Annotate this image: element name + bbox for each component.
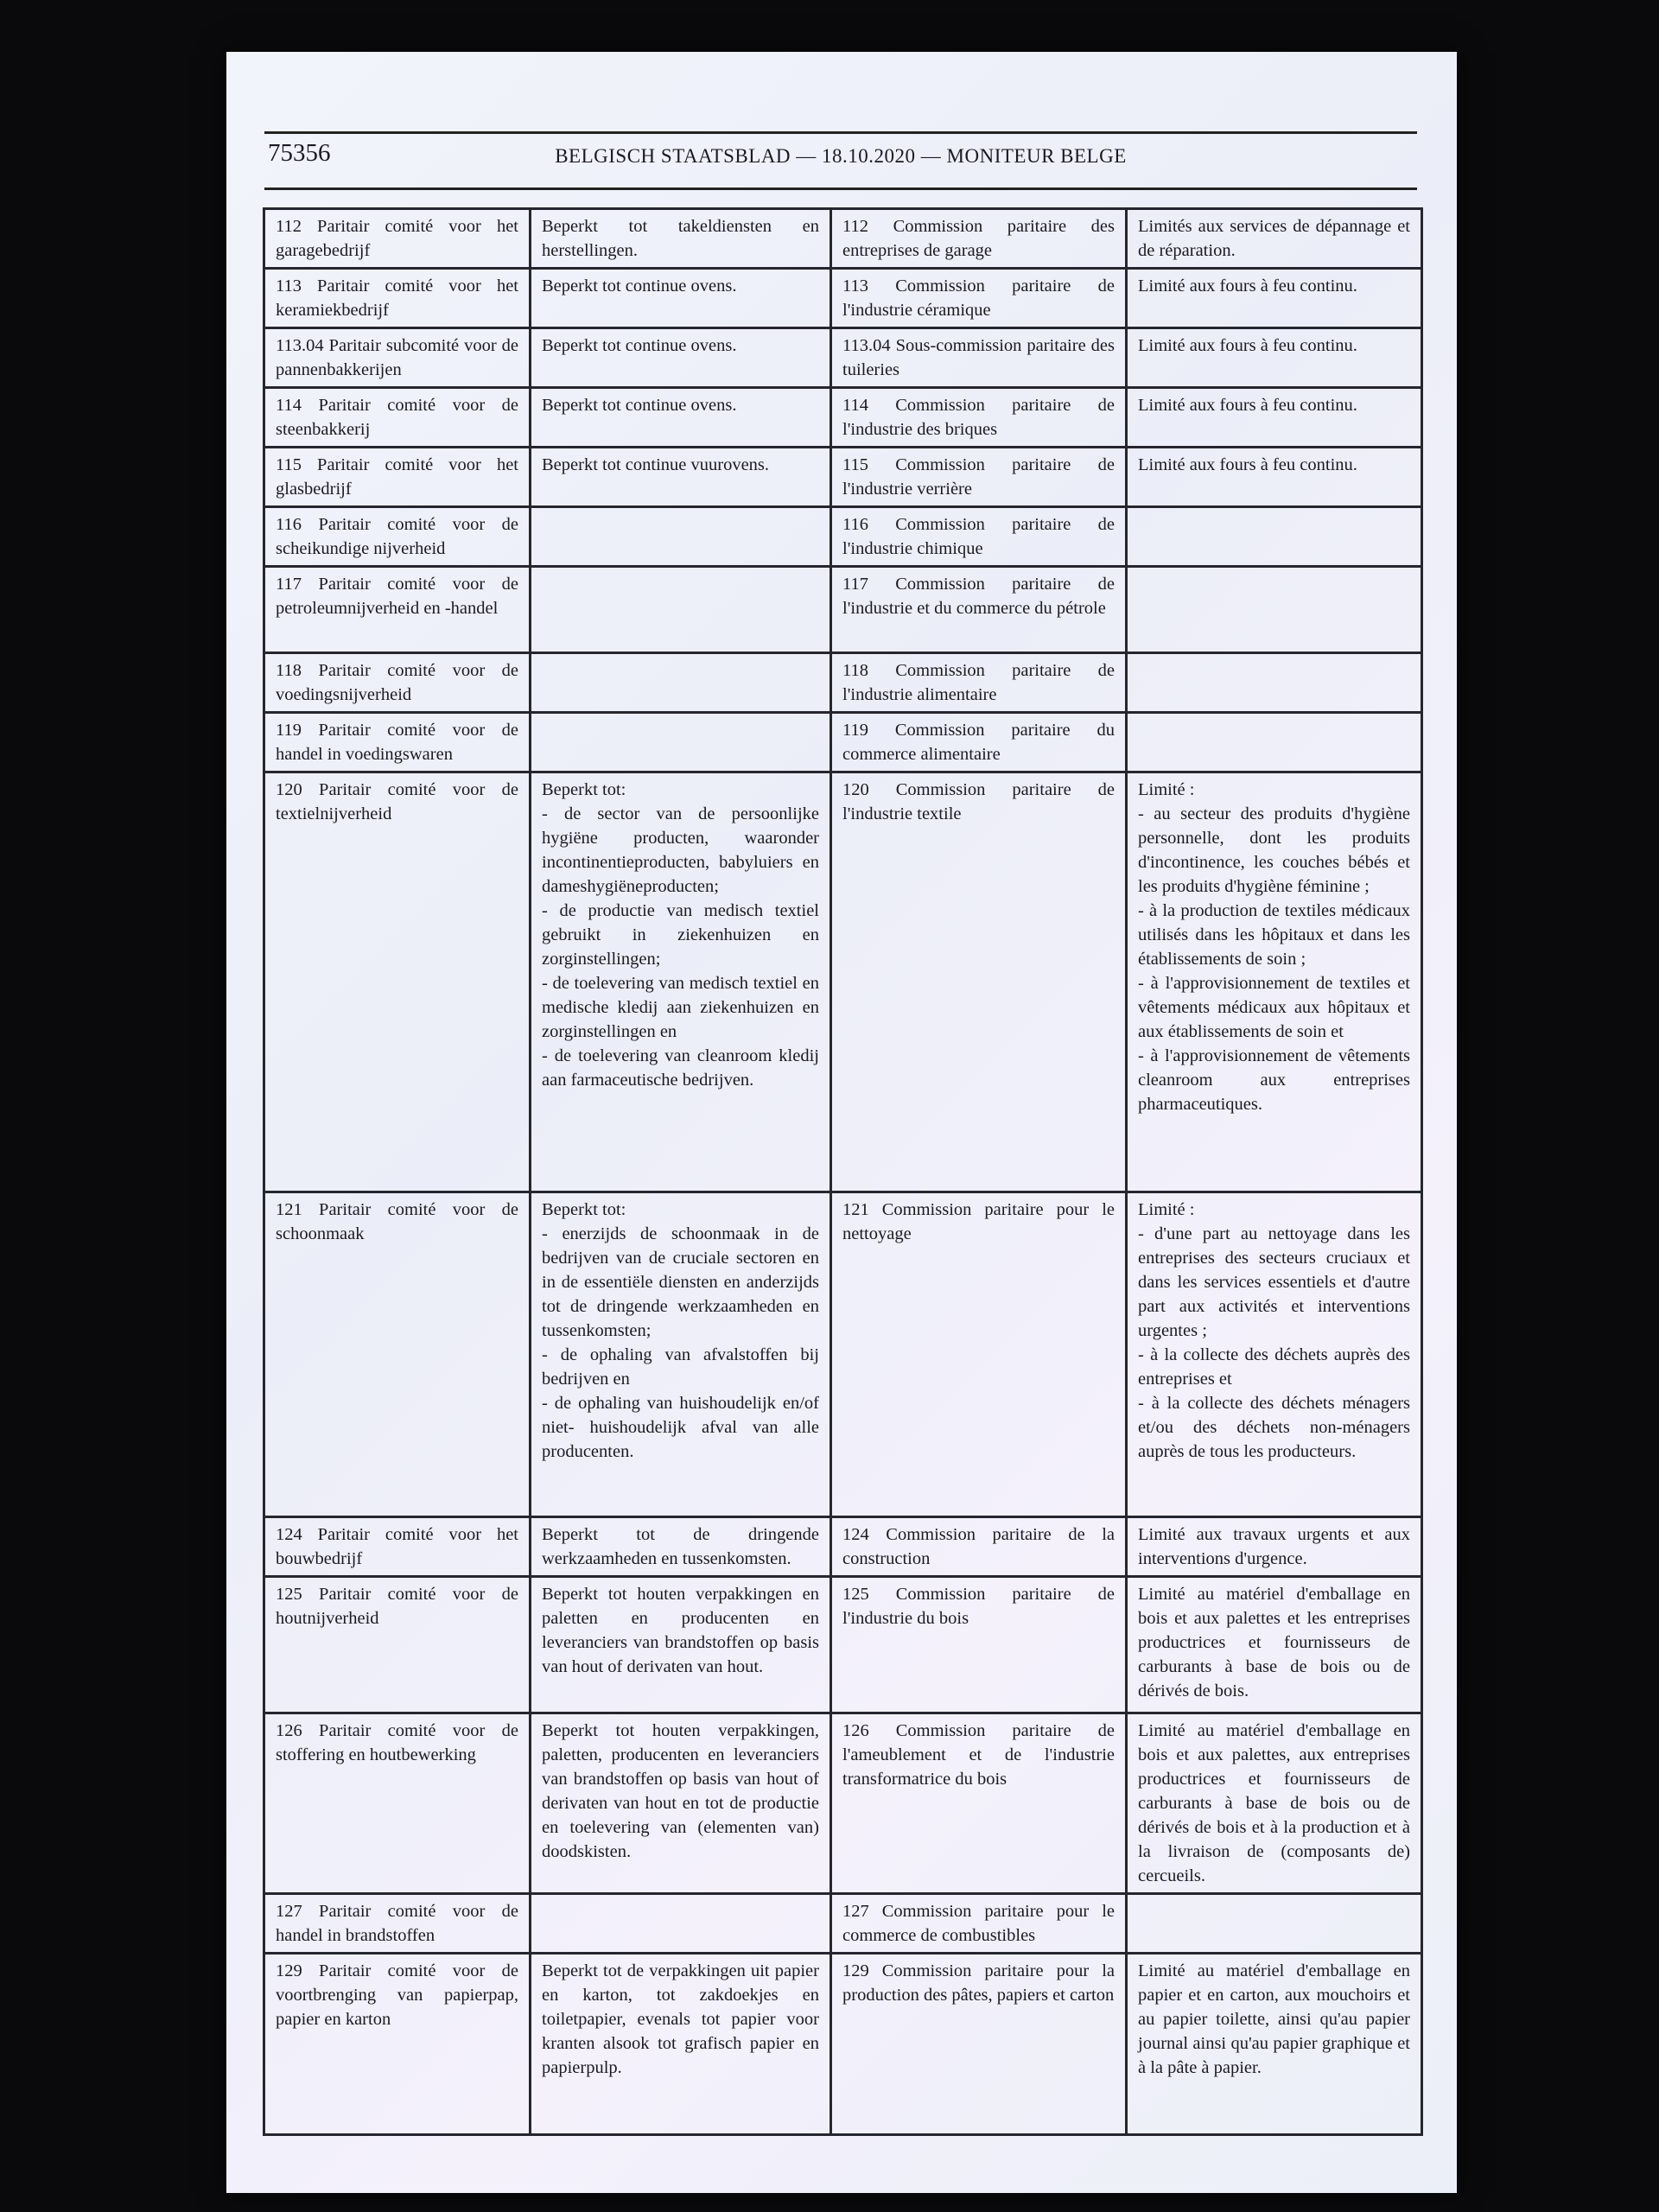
scope-line: Beperkt tot continue ovens. — [542, 336, 737, 355]
nl-scope-cell — [531, 567, 831, 653]
page-number: 75356 — [268, 139, 331, 167]
table-row — [264, 713, 1422, 772]
table-row — [264, 1517, 1422, 1577]
nl-scope-cell — [531, 1517, 831, 1577]
nl-scope-cell — [531, 209, 831, 269]
scope-line: Beperkt tot houten verpakkingen en paletten en producenten en leveranciers van brandstoffen op basis van hout of derivaten van hout. — [542, 1585, 819, 1676]
running-title: BELGISCH STAATSBLAD — 18.10.2020 — MONITEUR BELGE — [555, 145, 1127, 167]
table-row — [264, 328, 1422, 388]
fr-committee-cell: 118 Commission paritaire de l'industrie alimentaire — [831, 653, 1127, 713]
scope-line: Limité aux travaux urgents et aux interventions d'urgence. — [1138, 1525, 1410, 1568]
scope-line: Limité : — [1138, 780, 1195, 799]
scope-line: Limité aux fours à feu continu. — [1138, 336, 1357, 355]
fr-committee-cell: 112 Commission paritaire des entreprises de garage — [831, 209, 1127, 269]
nl-scope-cell — [531, 269, 831, 328]
nl-committee-cell: 113 Paritair comité voor het keramiekbedrijf — [264, 269, 531, 328]
nl-scope-cell — [531, 1577, 831, 1713]
nl-committee-cell: 119 Paritair comité voor de handel in voedingswaren — [264, 713, 531, 772]
nl-scope-cell — [531, 507, 831, 567]
nl-committee-cell: 114 Paritair comité voor de steenbakkerij — [264, 388, 531, 448]
fr-scope-cell — [1127, 772, 1422, 1192]
nl-scope-cell — [531, 1954, 831, 2135]
scope-line: - enerzijds de schoonmaak in de bedrijven van de cruciale sectoren en in de essentiële diensten en anderzijds tot de dringende werkzaamheden en tussenkomsten; — [542, 1224, 819, 1340]
fr-scope-cell — [1127, 269, 1422, 328]
scope-line: - d'une part au nettoyage dans les entreprises des secteurs cruciaux et dans les services essentiels et d'autre part aux activités et interventions urgentes ; — [1138, 1224, 1410, 1340]
nl-committee-cell: 127 Paritair comité voor de handel in brandstoffen — [264, 1894, 531, 1954]
nl-scope-cell — [531, 448, 831, 507]
nl-committee-cell: 112 Paritair comité voor het garagebedrijf — [264, 209, 531, 269]
fr-committee-cell: 121 Commission paritaire pour le nettoyage — [831, 1192, 1127, 1517]
fr-committee-cell: 113 Commission paritaire de l'industrie céramique — [831, 269, 1127, 328]
table-row — [264, 1954, 1422, 2135]
nl-committee-cell: 129 Paritair comité voor de voortbrenging van papierpap, papier en karton — [264, 1954, 531, 2135]
fr-committee-cell: 114 Commission paritaire de l'industrie des briques — [831, 388, 1127, 448]
fr-scope-cell — [1127, 1192, 1422, 1517]
scope-line: Beperkt tot: — [542, 1200, 626, 1219]
nl-committee-cell: 121 Paritair comité voor de schoonmaak — [264, 1192, 531, 1517]
fr-scope-cell — [1127, 209, 1422, 269]
nl-scope-cell — [531, 713, 831, 772]
scope-line: Beperkt tot de dringende werkzaamheden en tussenkomsten. — [542, 1525, 819, 1568]
fr-committee-cell: 124 Commission paritaire de la construction — [831, 1517, 1127, 1577]
fr-scope-cell — [1127, 1713, 1422, 1894]
scope-line: - à l'approvisionnement de textiles et vêtements médicaux aux hôpitaux et aux établissements de soin et — [1138, 974, 1410, 1041]
fr-committee-cell: 129 Commission paritaire pour la production des pâtes, papiers et carton — [831, 1954, 1127, 2135]
committee-table-wrap — [263, 207, 1421, 2136]
fr-committee-cell: 120 Commission paritaire de l'industrie textile — [831, 772, 1127, 1192]
committee-table-body — [264, 209, 1422, 2135]
nl-committee-cell: 124 Paritair comité voor het bouwbedrijf — [264, 1517, 531, 1577]
fr-committee-cell: 117 Commission paritaire de l'industrie et du commerce du pétrole — [831, 567, 1127, 653]
scope-line: - à l'approvisionnement de vêtements cleanroom aux entreprises pharmaceutiques. — [1138, 1046, 1410, 1114]
fr-scope-cell — [1127, 1577, 1422, 1713]
scope-line: Limité au matériel d'emballage en bois et aux palettes et les entreprises productrices et fournisseurs de carburants à base de bois ou de dérivés de bois. — [1138, 1585, 1410, 1700]
table-row — [264, 1192, 1422, 1517]
nl-committee-cell: 126 Paritair comité voor de stoffering en houtbewerking — [264, 1713, 531, 1894]
fr-committee-cell: 113.04 Sous-commission paritaire des tuileries — [831, 328, 1127, 388]
scope-line: - à la collecte des déchets ménagers et/ou des déchets non-ménagers auprès de tous les producteurs. — [1138, 1394, 1410, 1461]
nl-committee-cell: 120 Paritair comité voor de textielnijverheid — [264, 772, 531, 1192]
gazette-page — [226, 52, 1457, 2193]
nl-scope-cell — [531, 388, 831, 448]
fr-scope-cell — [1127, 1954, 1422, 2135]
nl-scope-cell — [531, 653, 831, 713]
nl-scope-cell — [531, 1713, 831, 1894]
scope-line: - de ophaling van huishoudelijk en/of niet- huishoudelijk afval van alle producenten. — [542, 1394, 819, 1461]
scope-line: - de toelevering van medisch textiel en medische kledij aan ziekenhuizen en zorginstellingen en — [542, 974, 819, 1041]
scope-line: Beperkt tot continue vuurovens. — [542, 455, 770, 474]
scope-line: Limité au matériel d'emballage en papier et en carton, aux mouchoirs et au papier toilette, ainsi qu'au papier journal ainsi qu'au papier graphique et à la pâte à papier. — [1138, 1961, 1410, 2077]
table-row — [264, 772, 1422, 1192]
scope-line: - au secteur des produits d'hygiène personnelle, dont les produits d'incontinence, les couches bébés et les produits d'hygiène féminine ; — [1138, 804, 1410, 896]
fr-committee-cell: 119 Commission paritaire du commerce alimentaire — [831, 713, 1127, 772]
scope-line: - de toelevering van cleanroom kledij aan farmaceutische bedrijven. — [542, 1046, 819, 1090]
scope-line: Beperkt tot de verpakkingen uit papier en karton, tot zakdoekjes en toiletpapier, evenals tot papier voor kranten alsook tot grafisch papier en papierpulp. — [542, 1961, 819, 2077]
fr-scope-cell — [1127, 388, 1422, 448]
page-header — [264, 131, 1417, 190]
nl-committee-cell: 113.04 Paritair subcomité voor de pannenbakkerijen — [264, 328, 531, 388]
nl-committee-cell: 115 Paritair comité voor het glasbedrijf — [264, 448, 531, 507]
scope-line: Limité au matériel d'emballage en bois et aux palettes, aux entreprises productrices et fournisseurs de carburants à base de bois ou de dérivés de bois et à la production et à la livraison de (composants de) cercueils. — [1138, 1721, 1410, 1885]
fr-scope-cell — [1127, 713, 1422, 772]
scope-line: Limité aux fours à feu continu. — [1138, 396, 1357, 415]
scope-line: Limité aux fours à feu continu. — [1138, 455, 1357, 474]
fr-scope-cell — [1127, 328, 1422, 388]
table-row — [264, 567, 1422, 653]
table-row — [264, 209, 1422, 269]
scope-line: - de sector van de persoonlijke hygiëne producten, waaronder incontinentieproducten, babyluiers en dameshygiëneproducten; — [542, 804, 819, 896]
fr-scope-cell — [1127, 567, 1422, 653]
fr-scope-cell — [1127, 1894, 1422, 1954]
nl-scope-cell — [531, 772, 831, 1192]
table-row — [264, 507, 1422, 567]
table-row — [264, 388, 1422, 448]
scope-line: Limité : — [1138, 1200, 1195, 1219]
nl-scope-cell — [531, 328, 831, 388]
scope-line: Beperkt tot continue ovens. — [542, 276, 737, 296]
nl-committee-cell: 117 Paritair comité voor de petroleumnijverheid en -handel — [264, 567, 531, 653]
table-row — [264, 653, 1422, 713]
scope-line: Limités aux services de dépannage et de réparation. — [1138, 217, 1410, 260]
nl-scope-cell — [531, 1192, 831, 1517]
table-row — [264, 1894, 1422, 1954]
fr-committee-cell: 116 Commission paritaire de l'industrie chimique — [831, 507, 1127, 567]
fr-scope-cell — [1127, 448, 1422, 507]
nl-committee-cell: 116 Paritair comité voor de scheikundige nijverheid — [264, 507, 531, 567]
table-row — [264, 269, 1422, 328]
committee-table — [263, 207, 1423, 2136]
fr-scope-cell — [1127, 653, 1422, 713]
scope-line: Beperkt tot continue ovens. — [542, 396, 737, 415]
fr-committee-cell: 115 Commission paritaire de l'industrie verrière — [831, 448, 1127, 507]
scope-line: - à la production de textiles médicaux utilisés dans les hôpitaux et dans les établissements de soin ; — [1138, 901, 1410, 969]
table-row — [264, 448, 1422, 507]
table-row — [264, 1577, 1422, 1713]
fr-scope-cell — [1127, 507, 1422, 567]
scope-line: Beperkt tot takeldiensten en herstellingen. — [542, 217, 819, 260]
table-row — [264, 1713, 1422, 1894]
fr-committee-cell: 127 Commission paritaire pour le commerce de combustibles — [831, 1894, 1127, 1954]
scope-line: Limité aux fours à feu continu. — [1138, 276, 1357, 296]
fr-committee-cell: 126 Commission paritaire de l'ameublement et de l'industrie transformatrice du bois — [831, 1713, 1127, 1894]
scope-line: Beperkt tot: — [542, 780, 626, 799]
fr-scope-cell — [1127, 1517, 1422, 1577]
nl-scope-cell — [531, 1894, 831, 1954]
scope-line: - de productie van medisch textiel gebruikt in ziekenhuizen en zorginstellingen; — [542, 901, 819, 969]
fr-committee-cell: 125 Commission paritaire de l'industrie du bois — [831, 1577, 1127, 1713]
nl-committee-cell: 118 Paritair comité voor de voedingsnijverheid — [264, 653, 531, 713]
scope-line: - de ophaling van afvalstoffen bij bedrijven en — [542, 1345, 819, 1389]
scope-line: Beperkt tot houten verpakkingen, paletten, producenten en leveranciers van brandstoffen op basis van hout of derivaten van hout en tot de productie en toelevering van (elementen van) doodskisten. — [542, 1721, 819, 1861]
nl-committee-cell: 125 Paritair comité voor de houtnijverheid — [264, 1577, 531, 1713]
scope-line: - à la collecte des déchets auprès des entreprises et — [1138, 1345, 1410, 1389]
